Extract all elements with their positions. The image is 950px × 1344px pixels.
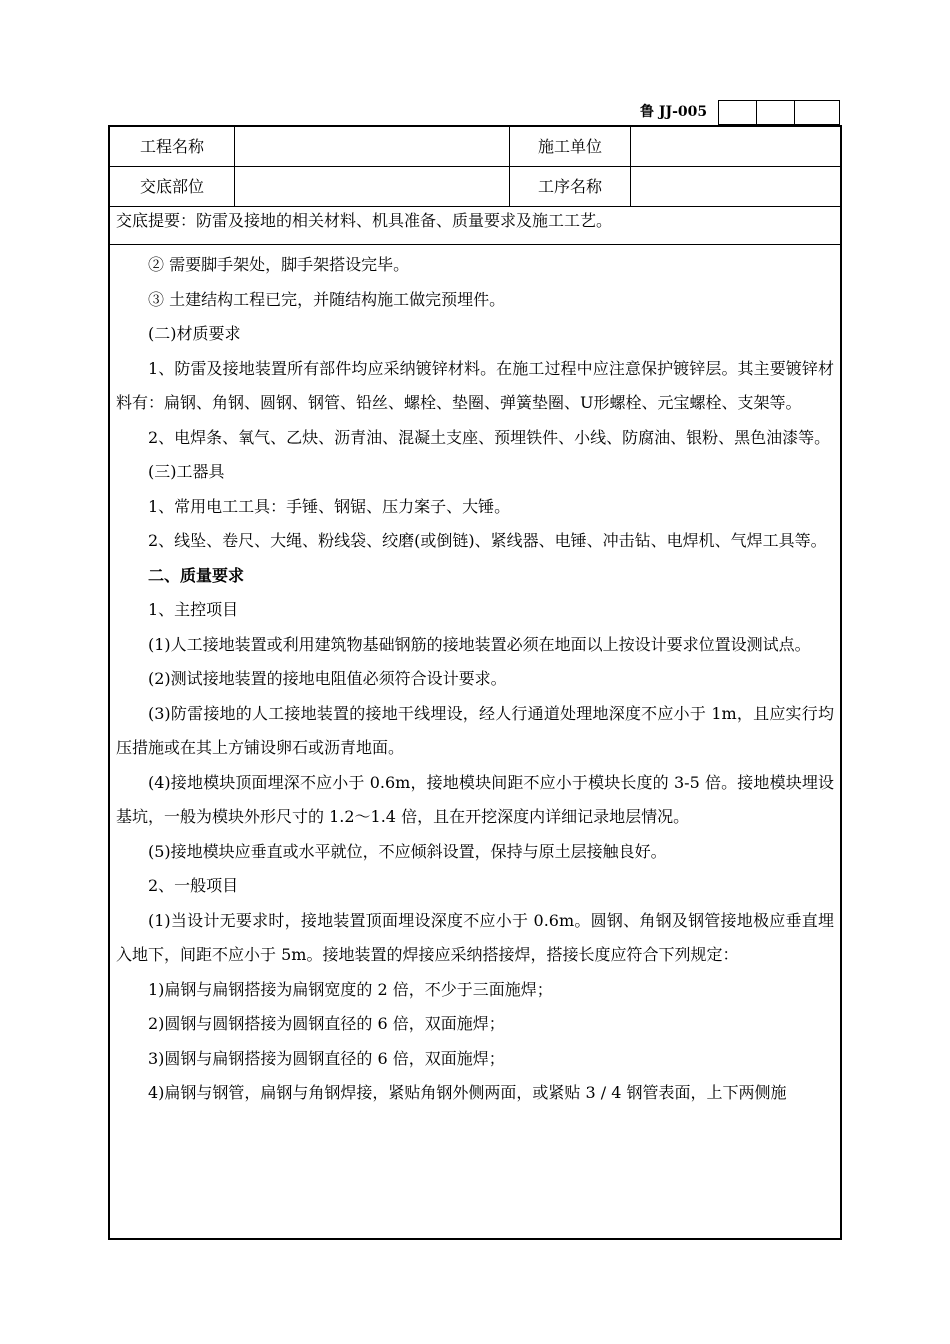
disclosure-summary: 交底提要：防雷及接地的相关材料、机具准备、质量要求及施工工艺。 xyxy=(110,207,840,245)
paragraph: 2)圆钢与圆钢搭接为圆钢直径的 6 倍，双面施焊； xyxy=(148,1014,505,1033)
paragraph: (1)人工接地装置或利用建筑物基础钢筋的接地装置必须在地面以上按设计要求位置设测试点。 xyxy=(148,634,811,654)
paragraph: (二)材质要求 xyxy=(148,324,241,343)
header-row-1 xyxy=(110,127,840,167)
header-row-2 xyxy=(110,167,840,207)
paragraph: (4)接地模块顶面埋深不应小于 0.6m，接地模块间距不应小于模块长度的 3-5 倍。接地模块埋设基坑，一般为模块外形尺寸的 1.2～1.4 倍，且在开挖深度内详细记录地层情况。 xyxy=(116,772,834,826)
paragraph: 2、一般项目 xyxy=(148,876,239,895)
contractor-label: 施工单位 xyxy=(537,137,602,156)
paragraph: 1、常用电工工具：手锤、钢锯、压力案子、大锤。 xyxy=(148,496,511,516)
paragraph: (5)接地模块应垂直或水平就位，不应倾斜设置，保持与原土层接触良好。 xyxy=(148,841,667,861)
disclosure-part-value xyxy=(235,167,509,206)
paragraph: (三)工器具 xyxy=(148,462,225,481)
section-heading: 二、质量要求 xyxy=(148,565,245,585)
process-name-value xyxy=(631,167,840,206)
paragraph: ② 需要脚手架处，脚手架搭设完毕。 xyxy=(148,255,410,274)
paragraph: 1、防雷及接地装置所有部件均应采纳镀锌材料。在施工过程中应注意保护镀锌层。其主要镀锌材料有：扁钢、角钢、圆钢、钢管、铅丝、螺栓、垫圈、弹簧垫圈、U形螺栓、元宝螺栓、支架等。 xyxy=(116,358,834,412)
process-name-label: 工序名称 xyxy=(537,177,602,196)
disclosure-part-label: 交底部位 xyxy=(139,177,204,196)
paragraph: 4)扁钢与钢管，扁钢与角钢焊接，紧贴角钢外侧两面，或紧贴 3 / 4 钢管表面，上下两侧施 xyxy=(148,1083,787,1102)
form-code-row xyxy=(631,100,840,125)
paragraph: (1)当设计无要求时，接地装置顶面埋设深度不应小于 0.6m。圆钢、角钢及钢管接地极应垂直埋入地下，间距不应小于 5m。接地装置的焊接应采纳搭接焊，搭接长度应符合下列规定： xyxy=(116,910,834,964)
paragraph: 2、电焊条、氧气、乙炔、沥青油、混凝土支座、预埋铁件、小线、防腐油、银粉、黑色油漆等。 xyxy=(148,427,831,447)
paragraph: (3)防雷接地的人工接地装置的接地干线埋设，经人行通道处理地深度不应小于 1m，且应实行均压措施或在其上方铺设卵石或沥青地面。 xyxy=(116,703,834,757)
paragraph: (2)测试接地装置的接地电阻值必须符合设计要求。 xyxy=(148,669,507,688)
disclosure-body xyxy=(116,248,834,1111)
disclosure-table xyxy=(108,125,842,1240)
code-box-3 xyxy=(794,100,840,125)
paragraph: 1)扁钢与扁钢搭接为扁钢宽度的 2 倍，不少于三面施焊； xyxy=(148,979,553,999)
code-box-1 xyxy=(718,100,756,125)
paragraph: 1、主控项目 xyxy=(148,600,239,619)
paragraph: ③ 土建结构工程已完，并随结构施工做完预埋件。 xyxy=(148,289,506,309)
project-name-label: 工程名称 xyxy=(139,137,204,156)
paragraph: 3)圆钢与扁钢搭接为圆钢直径的 6 倍，双面施焊； xyxy=(148,1048,505,1068)
contractor-value xyxy=(631,127,840,166)
paragraph: 2、线坠、卷尺、大绳、粉线袋、绞磨(或倒链)、紧线器、电锤、冲击钻、电焊机、气焊工具等。 xyxy=(148,531,827,550)
project-name-value xyxy=(235,127,509,166)
code-box-2 xyxy=(756,100,794,125)
form-code: 鲁 JJ-005 xyxy=(640,104,708,120)
